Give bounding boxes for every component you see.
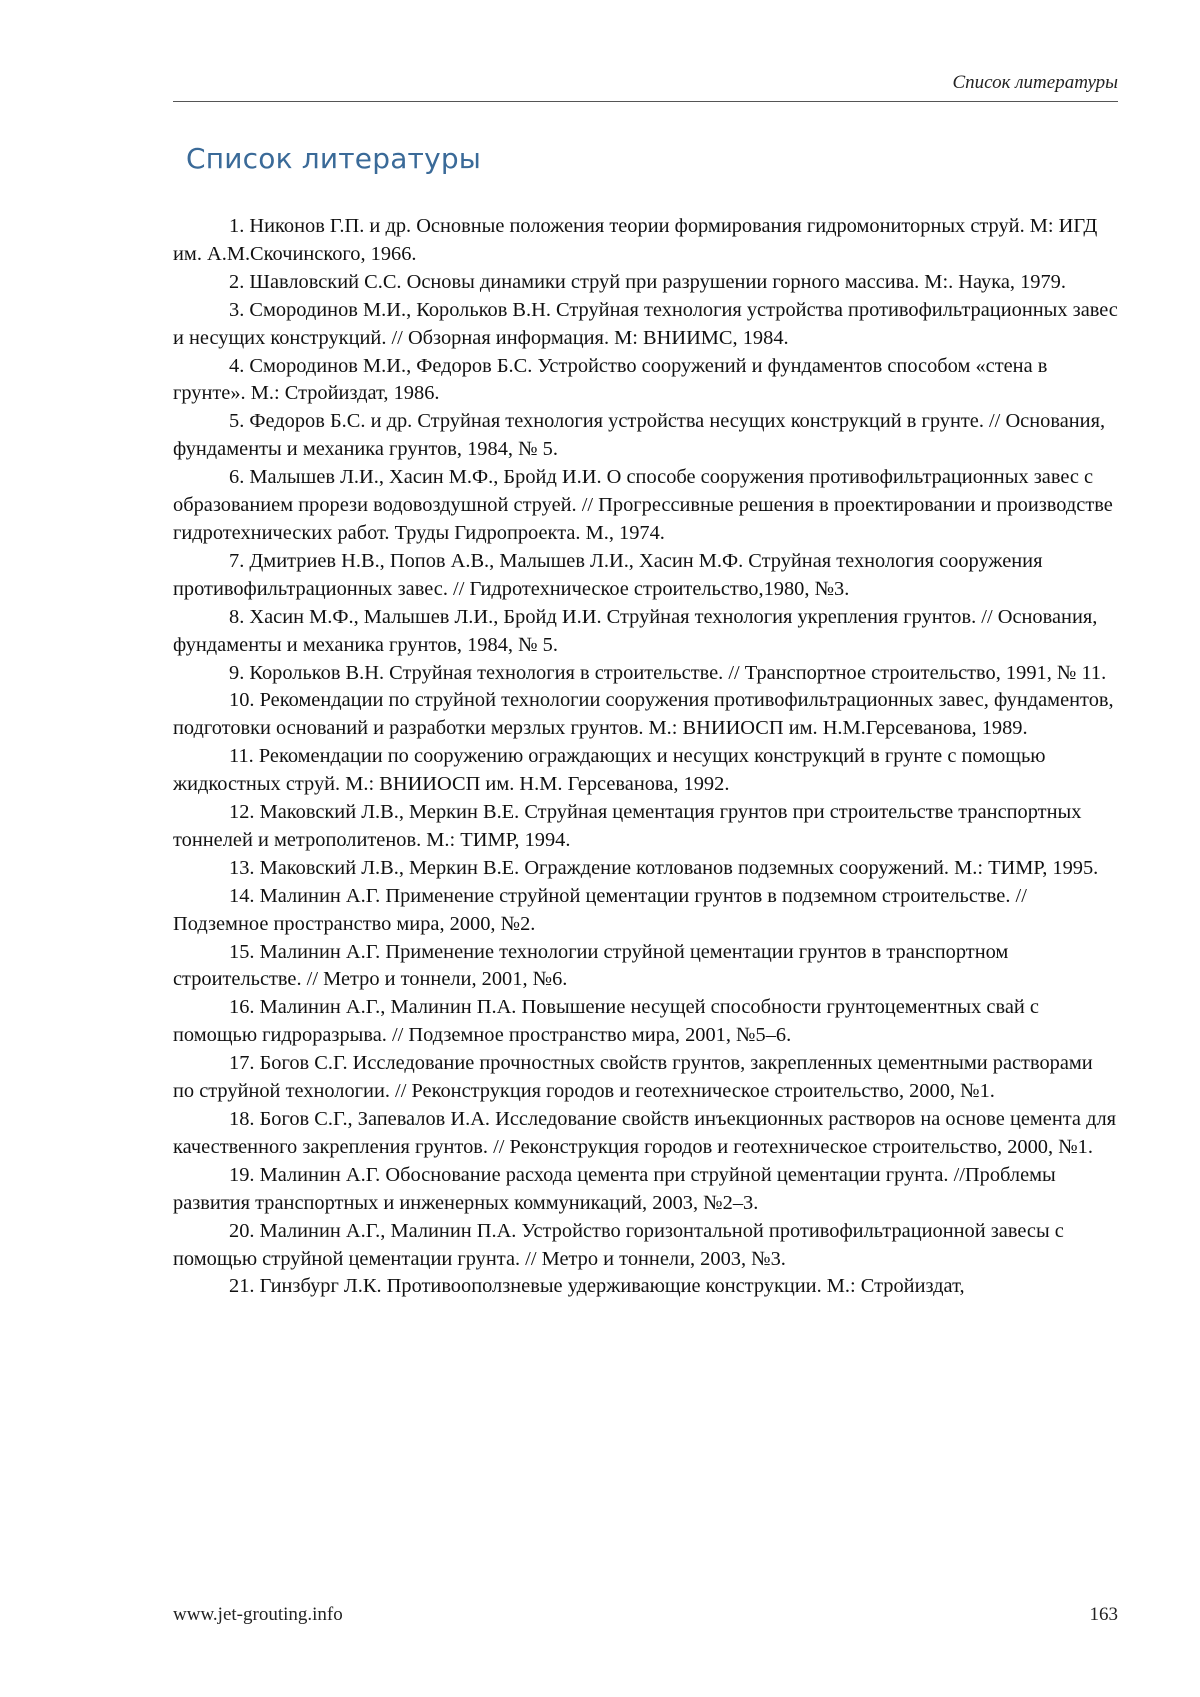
running-header: Список литературы [952, 72, 1118, 93]
reference-item: 17. Богов С.Г. Исследование прочностных свойств грунтов, закрепленных цементными растворами по струйной технологии. // Реконструкция городов и геотехническое строительство, 2000, №1. [173, 1052, 1093, 1103]
page-title: Список литературы [186, 142, 482, 175]
reference-item: 6. Малышев Л.И., Хасин М.Ф., Бройд И.И. О способе сооружения противофильтрационных завес с образованием прорези водовоздушной струей. // Прогрессивные решения в проектировании и производстве гидротехнических работ. Труды Гидропроекта. М., 1974. [173, 466, 1113, 544]
reference-item: 1. Никонов Г.П. и др. Основные положения теории формирования гидромониторных струй. М: ИГД им. А.М.Скочинского, 1966. [173, 215, 1098, 265]
reference-item: 13. Маковский Л.В., Меркин В.Е. Ограждение котлованов подземных сооружений. М.: ТИМР, 1995. [229, 856, 1099, 879]
header-divider [173, 101, 1118, 102]
reference-item: 12. Маковский Л.В., Меркин В.Е. Струйная цементация грунтов при строительстве транспортных тоннелей и метрополитенов. М.: ТИМР, 1994. [173, 801, 1082, 851]
reference-item: 20. Малинин А.Г., Малинин П.А. Устройство горизонтальной противофильтрационной завесы с помощью струйной цементации грунта. // Метро и тоннели, 2003, №3. [173, 1219, 1064, 1270]
reference-item: 2. Шавловский С.С. Основы динамики струй при разрушении горного массива. М:. Наука, 1979. [229, 270, 1066, 293]
reference-item: 19. Малинин А.Г. Обоснование расхода цемента при струйной цементации грунта. //Проблемы развития транспортных и инженерных коммуникаций, 2003, №2–3. [173, 1163, 1056, 1214]
reference-item: 16. Малинин А.Г., Малинин П.А. Повышение несущей способности грунтоцементных свай с помощью гидроразрыва. // Подземное пространство мира, 2001, №5–6. [173, 996, 1039, 1047]
reference-item: 5. Федоров Б.С. и др. Струйная технология устройства несущих конструкций в грунте. // Основания, фундаменты и механика грунтов, 1984, № 5. [173, 410, 1106, 461]
reference-item: 18. Богов С.Г., Запевалов И.А. Исследование свойств инъекционных растворов на основе цемента для качественного закрепления грунтов. // Реконструкция городов и геотехническое строительство, 2000, №1. [173, 1108, 1117, 1158]
reference-item: 9. Корольков В.Н. Струйная технология в строительстве. // Транспортное строительство, 1991, № 11. [229, 661, 1107, 684]
footer-website: www.jet-grouting.info [173, 1604, 343, 1625]
reference-item: 8. Хасин М.Ф., Малышев Л.И., Бройд И.И. Струйная технология укрепления грунтов. // Основания, фундаменты и механика грунтов, 1984, № 5. [173, 605, 1098, 656]
reference-list [173, 213, 1118, 1301]
page-number: 163 [1089, 1604, 1118, 1625]
reference-item: 4. Смородинов М.И., Федоров Б.С. Устройство сооружений и фундаментов способом «стена в грунте». М.: Стройиздат, 1986. [173, 354, 1048, 405]
reference-item: 7. Дмитриев Н.В., Попов А.В., Малышев Л.И., Хасин М.Ф. Струйная технология сооружения противофильтрационных завес. // Гидротехническое строительство,1980, №3. [173, 549, 1043, 600]
reference-item: 14. Малинин А.Г. Применение струйной цементации грунтов в подземном строительстве. // Подземное пространство мира, 2000, №2. [173, 884, 1027, 935]
reference-item: 11. Рекомендации по сооружению ограждающих и несущих конструкций в грунте с помощью жидкостных струй. М.: ВНИИОСП им. Н.М. Герсеванова, 1992. [173, 745, 1046, 796]
reference-item: 10. Рекомендации по струйной технологии сооружения противофильтрационных завес, фундаментов, подготовки оснований и разработки мерзлых грунтов. М.: ВНИИОСП им. Н.М.Герсеванова, 1989. [173, 689, 1114, 740]
reference-item: 15. Малинин А.Г. Применение технологии струйной цементации грунтов в транспортном строительстве. // Метро и тоннели, 2001, №6. [173, 940, 1009, 991]
reference-item: 3. Смородинов М.И., Корольков В.Н. Струйная технология устройства противофильтрационных завес и несущих конструкций. // Обзорная информация. М: ВНИИМС, 1984. [173, 298, 1118, 349]
reference-item: 21. Гинзбург Л.К. Противооползневые удерживающие конструкции. М.: Стройиздат, [229, 1275, 965, 1298]
